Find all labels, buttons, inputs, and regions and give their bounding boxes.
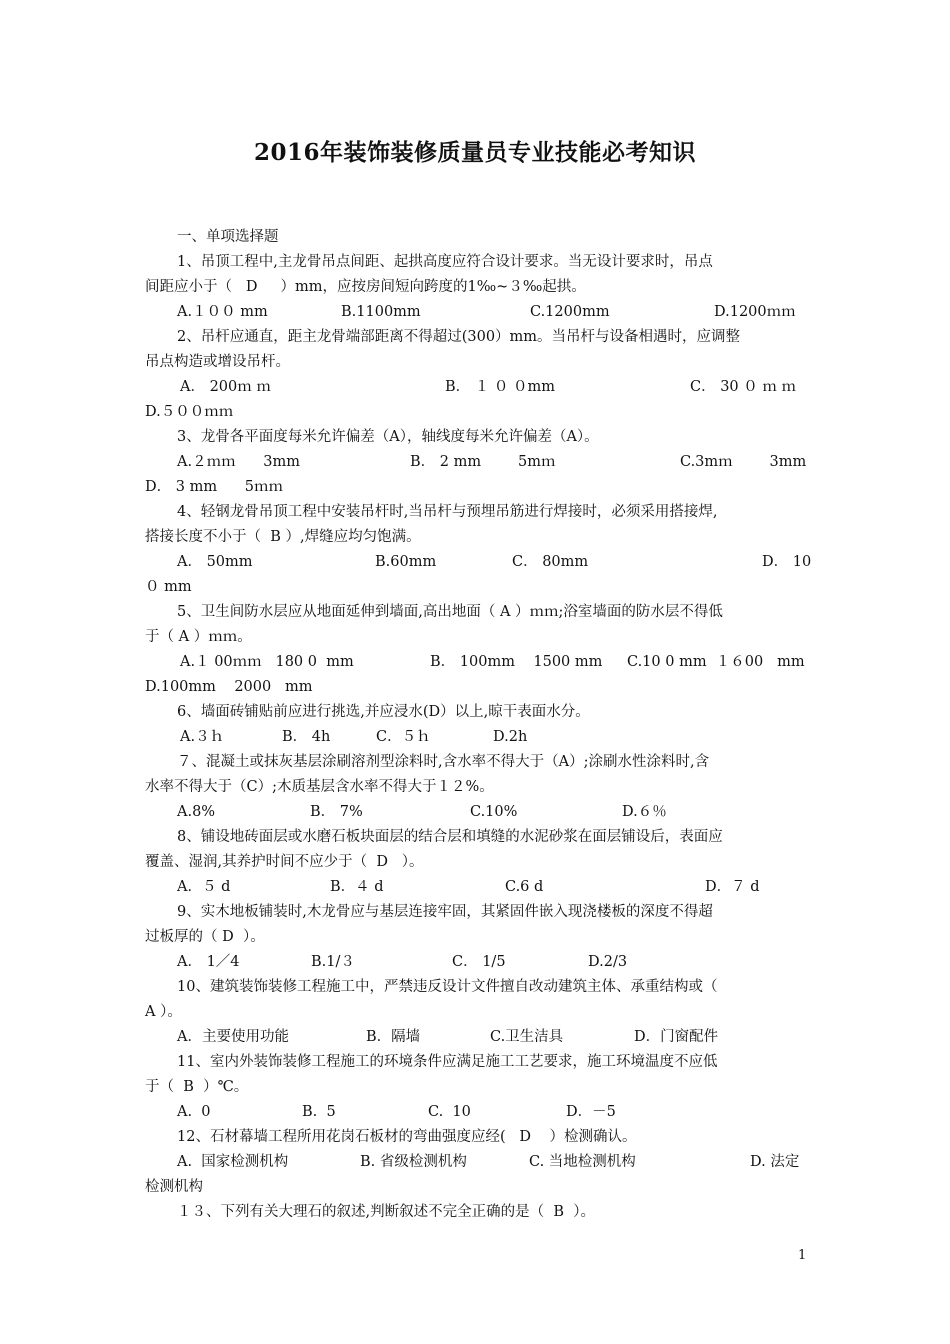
q5-option-b: B． 100mm 1500 mm [430,654,603,670]
question-4-text-cont: 搭接长度不小于（ B ）,焊缝应均匀饱满。 [145,529,421,545]
q2-option-b: B． １ ０ ０mm [445,379,555,395]
q9-option-c: C． 1/5 [452,954,506,970]
q12-option-a: A. 国家检测机构 [177,1154,289,1170]
question-10-text: 10、建筑装饰装修工程施工中，严禁违反设计文件擅自改动建筑主体、承重结构或（ [177,979,718,995]
question-11-text-cont: 于（ B ）℃。 [145,1079,249,1095]
q6-option-c: C．５ｈ [376,729,431,745]
q12-option-d: D. 法定 [750,1154,800,1170]
question-2-text: 2、吊杆应通直，距主龙骨端部距离不得超过(300）mm。当吊杆与设备相遇时，应调整 [177,329,741,345]
q6-option-a: A.３ｈ [180,729,225,745]
q7-option-a: A.8% [177,804,216,820]
question-2-text-cont: 吊点构造或增设吊杆。 [145,354,290,370]
q7-option-b: B． 7% [310,804,363,820]
q5-option-c: C.10 0 mm １６00 mm [627,654,805,670]
q12-option-b: B. 省级检测机构 [360,1154,467,1170]
question-11-text: 11、室内外装饰装修工程施工的环境条件应满足施工工艺要求，施工环境温度不应低 [177,1054,718,1070]
q1-option-c: C.1200mm [530,304,610,320]
question-8-text-cont: 覆盖、湿润,其养护时间不应少于（ D ）。 [145,854,424,870]
question-3-text: 3、龙骨各平面度每米允许偏差（A），轴线度每米允许偏差（A）。 [177,429,599,445]
q6-option-b: B． 4h [282,729,331,745]
q2-option-d: D.５００ｍｍ [145,404,234,420]
q2-option-c: C． 30 ０ ｍ ｍ [690,379,796,395]
q4-option-d: D． 10 [762,554,812,570]
question-1-text: 1、吊顶工程中,主龙骨吊点间距、起拱高度应符合设计要求。当无设计要求时，吊点 [177,254,713,270]
q10-option-d: D．门窗配件 [634,1029,719,1045]
q10-option-a: A．主要使用功能 [177,1029,289,1045]
q11-option-d: D．－5 [566,1104,616,1120]
q8-option-c: C.6 d [505,879,544,895]
question-5-text: 5、卫生间防水层应从地面延伸到墙面,高出地面（ A ）ｍｍ;浴室墙面的防水层不得低 [177,604,723,620]
question-9-text: 9、实木地板铺装时,木龙骨应与基层连接牢固，其紧固件嵌入现浇楼板的深度不得超 [177,904,713,920]
question-7-text-cont: 水率不得大于（C）;木质基层含水率不得大于１２%。 [145,779,494,795]
q2-option-a: A． 200ｍ ｍ [180,379,271,395]
document-title: 2016年装饰装修质量员专业技能必考知识 [253,139,696,166]
q1-option-d: D.1200ｍｍ [714,304,796,320]
q3-option-c: C.3mｍ 3mm [680,454,807,470]
question-13-text: １３、下列有关大理石的叙述,判断叙述不完全正确的是（ B ）。 [177,1204,595,1220]
q10-option-b: B．隔墙 [366,1029,421,1045]
question-4-text: 4、轻钢龙骨吊顶工程中安装吊杆时,当吊杆与预埋吊筋进行焊接时，必须采用搭接焊, [177,504,718,520]
question-9-text-cont: 过板厚的（ D ）。 [145,929,265,945]
q11-option-b: B. 5 [302,1104,336,1120]
q4-option-b: B.60mm [375,554,437,570]
question-6-text: 6、墙面砖铺贴前应进行挑选,并应浸水(D）以上,晾干表面水分。 [177,704,590,720]
q7-option-c: C.10% [470,804,518,820]
question-5-text-cont: 于（ A ）ｍｍ。 [145,629,252,645]
q11-option-c: C. 10 [428,1104,471,1120]
page-number: 1 [798,1248,807,1263]
q4-option-a: A． 50mm [177,554,253,570]
question-7-text: ７、混凝土或抹灰基层涂刷溶剂型涂料时,含水率不得大于（A）;涂刷水性涂料时,含 [177,754,710,770]
q10-option-c: C.卫生洁具 [490,1029,564,1045]
q11-option-a: A. 0 [177,1104,211,1120]
question-8-text: 8、铺设地砖面层或水磨石板块面层的结合层和填缝的水泥砂浆在面层铺设后，表面应 [177,829,723,845]
question-1-text-cont: 间距应小于（ D ）mm，应按房间短向跨度的1‰~３‰起拱。 [145,279,586,295]
question-12-text: 12、石材幕墙工程所用花岗石板材的弯曲强度应经( D ）检测确认。 [177,1129,637,1145]
q1-option-a: A.１００ mm [177,304,268,320]
q7-option-d: D.６％ [622,804,667,820]
question-10-text-cont: A ）。 [145,1004,182,1020]
section-heading: 一、单项选择题 [177,229,279,245]
q9-option-d: D.2/3 [588,954,628,970]
q1-option-b: B.1100mm [341,304,421,320]
q8-option-b: B．４ d [330,879,384,895]
q4-option-c: C． 80mm [512,554,589,570]
q3-option-a: A.２ｍｍ 3mm [177,454,300,470]
q9-option-b: B.1/３ [311,954,355,970]
q9-option-a: A． 1／4 [177,954,240,970]
q3-option-d: D． 3 mm 5ｍｍ [145,479,283,495]
q4-option-d-cont: ０ mm [145,579,192,595]
q12-option-d-cont: 检测机构 [145,1179,203,1195]
q8-option-a: A．５ d [177,879,231,895]
q8-option-d: D．７ d [705,879,760,895]
q3-option-b: B． 2 mm 5mｍ [410,454,556,470]
q6-option-d: D.2h [493,729,528,745]
q5-option-a: A.１ 00ｍｍ 180 0 mm [180,654,354,670]
q5-option-d: D.100mm 2000 mm [145,679,313,695]
q12-option-c: C. 当地检测机构 [529,1154,636,1170]
